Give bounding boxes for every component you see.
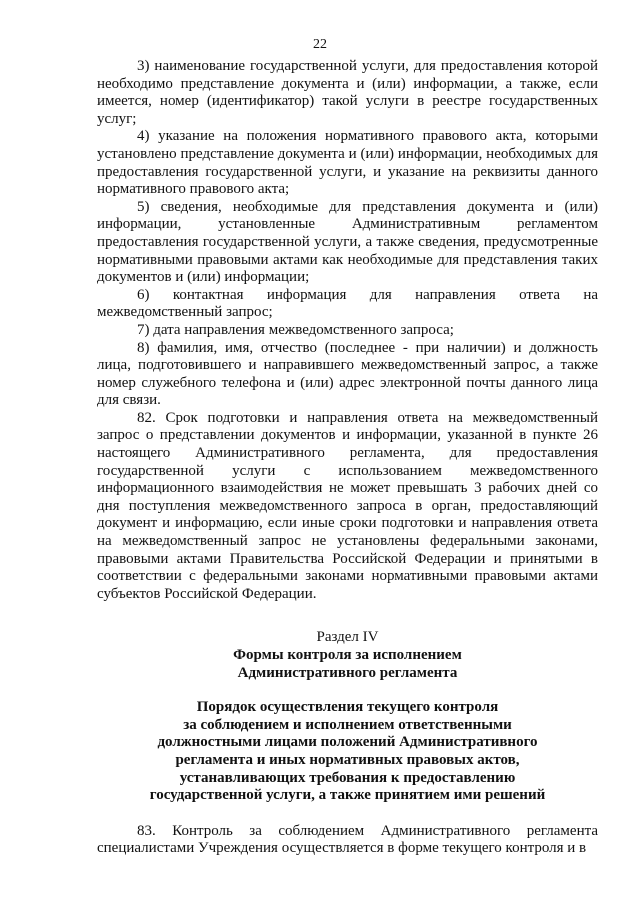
section-title-line-1: Формы контроля за исполнением [233, 647, 462, 663]
paragraph-item-5: 5) сведения, необходимые для представления документа и (или) информации, установленные Административным регламентом предоставления государственной услуги, а также сведения, предусмотренные нормативными правовыми актами как необходимые для представления таких документов и (или) информации; [97, 198, 598, 286]
section-number: Раздел IV [316, 629, 379, 646]
document-body [97, 58, 598, 858]
subsection-line-1: Порядок осуществления текущего контроля [196, 699, 499, 716]
section-title-line-2: Административного регламента [237, 664, 458, 681]
paragraph-item-8: 8) фамилия, имя, отчество (последнее - при наличии) и должность лица, подготовившего и направившего межведомственный запрос, а также номер служебного телефона и (или) адрес электронной почты данного лица для связи. [97, 339, 598, 409]
paragraph-83: 83. Контроль за соблюдением Административного регламента специалистами Учреждения осуществляется в форме текущего контроля и в [97, 822, 598, 857]
subsection-line-3: должностными лицами положений Административного [157, 734, 538, 751]
paragraph-item-6: 6) контактная информация для направления ответа на межведомственный запрос; [97, 286, 598, 321]
subsection-line-4: регламента и иных нормативных правовых актов, [175, 751, 520, 768]
subsection-heading [97, 699, 598, 805]
paragraph-item-7: 7) дата направления межведомственного запроса; [137, 321, 454, 338]
paragraph-82: 82. Срок подготовки и направления ответа на межведомственный запрос о представлении документов и информации, указанной в пункте 26 настоящего Административного регламента, для предоставления государственной услуги с использованием межведомственного информационного взаимодействия не может превышать 3 рабочих дней со дня поступления межведомственного запроса в орган, предоставляющий документ и информацию, если иные сроки подготовки и направления ответа на межведомственный запрос не установлены федеральными законами, правовыми актами Правительства Российской Федерации и принятыми в соответствии с федеральными законами нормативными правовыми актами субъектов Российской Федерации. [97, 409, 598, 602]
paragraph-item-3: 3) наименование государственной услуги, для предоставления которой необходимо представление документа и (или) информации, а также, если имеется, номер (идентификатор) такой услуги в реестре государственных услуг; [97, 58, 598, 127]
subsection-line-6: государственной услуги, а также принятием ими решений [149, 787, 546, 804]
paragraph-item-4: 4) указание на положения нормативного правового акта, которыми установлено представление документа и (или) информации, необходимых для предоставления государственной услуги, и указание на реквизиты данного нормативного правового акта; [97, 128, 598, 198]
subsection-line-5: устанавливающих требования к предоставлению [179, 769, 516, 786]
subsection-line-2: за соблюдением и исполнением ответственными [183, 716, 512, 733]
page-number: 22 [313, 37, 327, 52]
